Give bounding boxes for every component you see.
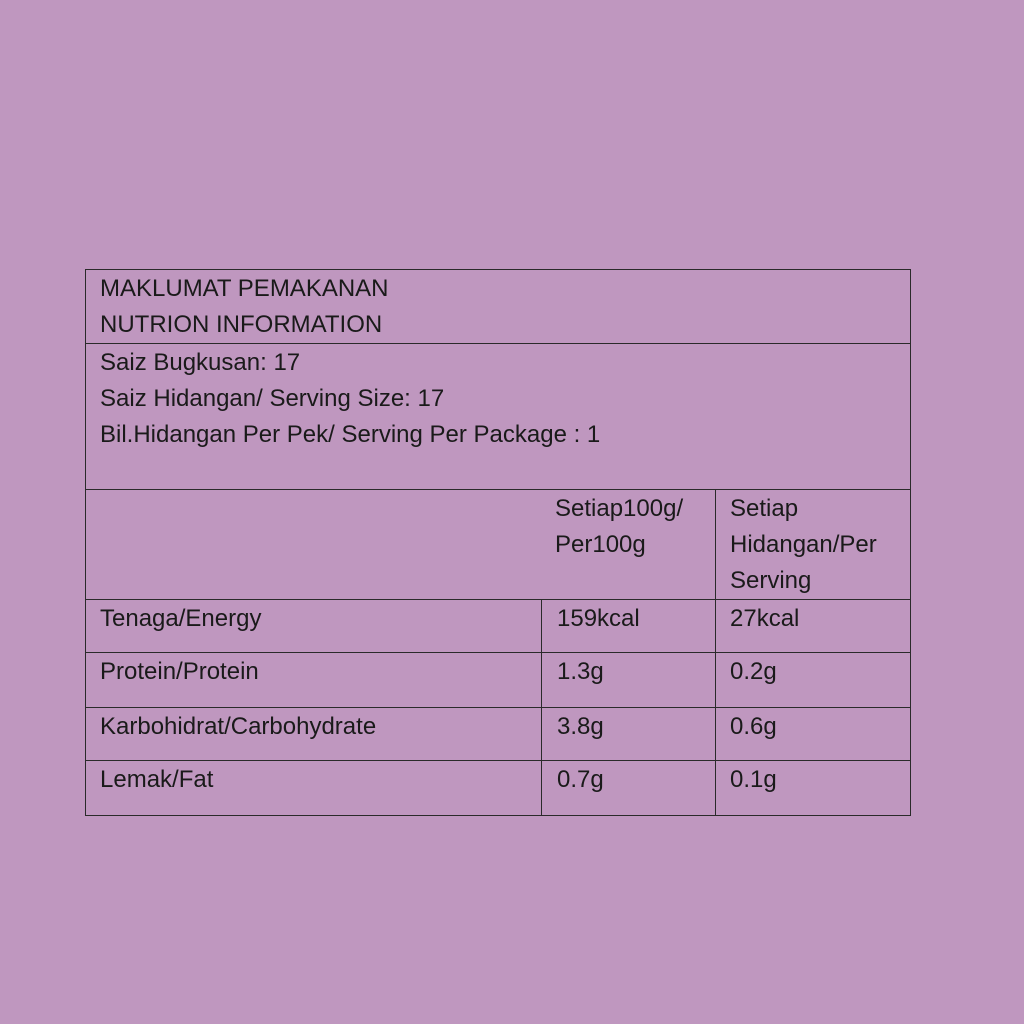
title-english: NUTRION INFORMATION: [100, 311, 383, 338]
rule-col-serving-left: [715, 489, 716, 815]
nutrient-per-serving: 27kcal: [730, 605, 800, 632]
serving-size: Saiz Hidangan/ Serving Size: 17: [100, 385, 445, 412]
rule-below-carbohydrate: [86, 760, 910, 761]
nutrient-per100: 3.8g: [557, 713, 604, 740]
header-serving-line1: Setiap: [730, 495, 799, 522]
header-serving-line3: Serving: [730, 567, 812, 594]
rule-below-protein: [86, 707, 910, 708]
servings-per-pack: Bil.Hidangan Per Pek/ Serving Per Package : 1: [100, 421, 601, 448]
rule-below-energy: [86, 652, 910, 653]
nutrient-per100: 1.3g: [557, 658, 604, 685]
rule-below-serving-info: [86, 489, 910, 490]
rule-below-column-headers: [86, 599, 910, 600]
nutrient-per-serving: 0.6g: [730, 713, 777, 740]
rule-col-per100-left: [541, 599, 542, 815]
title-malay: MAKLUMAT PEMAKANAN: [100, 275, 389, 302]
rule-below-title: [86, 343, 910, 344]
nutrient-per-serving: 0.1g: [730, 766, 777, 793]
header-per100-line1: Setiap100g/: [555, 495, 684, 522]
nutrition-label: [85, 269, 911, 816]
nutrient-name: Tenaga/Energy: [100, 605, 262, 632]
nutrient-per-serving: 0.2g: [730, 658, 777, 685]
nutrient-per100: 0.7g: [557, 766, 604, 793]
header-serving-line2: Hidangan/Per: [730, 531, 877, 558]
header-per100-line2: Per100g: [555, 531, 646, 558]
nutrient-name: Protein/Protein: [100, 658, 259, 685]
package-size: Saiz Bugkusan: 17: [100, 349, 301, 376]
nutrient-name: Karbohidrat/Carbohydrate: [100, 713, 377, 740]
nutrient-name: Lemak/Fat: [100, 766, 214, 793]
nutrient-per100: 159kcal: [557, 605, 640, 632]
